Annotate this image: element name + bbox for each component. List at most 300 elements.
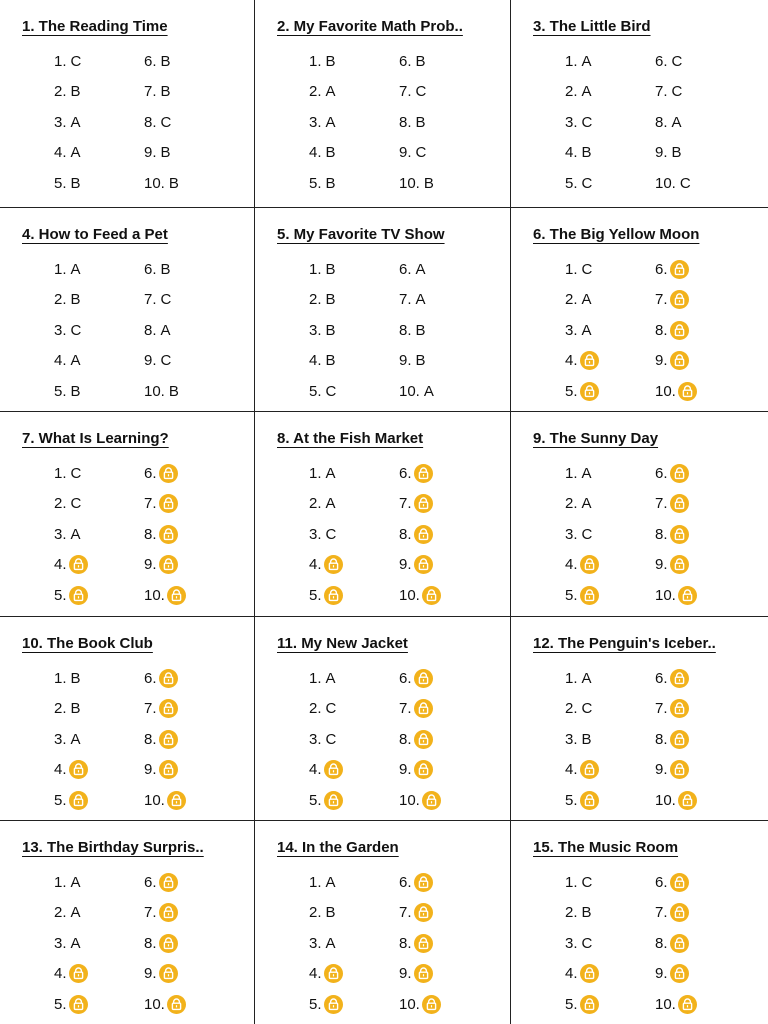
- answer-item[interactable]: [565, 554, 599, 576]
- padlock-icon[interactable]: [678, 791, 697, 810]
- padlock-icon[interactable]: [324, 586, 343, 605]
- question-number: 9.: [655, 556, 668, 573]
- padlock-icon[interactable]: [159, 669, 178, 688]
- quiz-title: 13. The Birthday Surpris..: [22, 839, 204, 856]
- answer-letter: A: [581, 669, 592, 687]
- question-number: 10.: [399, 174, 420, 192]
- answer-item: [399, 258, 426, 280]
- answer-item[interactable]: [655, 728, 689, 750]
- quiz-card: [255, 617, 511, 821]
- padlock-icon[interactable]: [678, 586, 697, 605]
- answer-letter: B: [160, 52, 171, 70]
- answer-letter: A: [325, 669, 336, 687]
- answer-item[interactable]: [144, 698, 178, 720]
- padlock-icon[interactable]: [422, 586, 441, 605]
- question-number: 10.: [655, 586, 676, 604]
- padlock-icon[interactable]: [670, 760, 689, 779]
- question-number: 4.: [54, 965, 67, 982]
- padlock-icon[interactable]: [414, 669, 433, 688]
- padlock-icon[interactable]: [670, 669, 689, 688]
- answer-item[interactable]: [399, 932, 433, 954]
- padlock-icon[interactable]: [324, 555, 343, 574]
- answer-item: [144, 258, 171, 280]
- question-number: 5.: [565, 382, 578, 400]
- padlock-icon[interactable]: [678, 382, 697, 401]
- question-number: 7.: [655, 83, 668, 100]
- padlock-icon[interactable]: [324, 995, 343, 1014]
- answer-letter: A: [581, 495, 592, 512]
- padlock-icon[interactable]: [670, 555, 689, 574]
- padlock-icon[interactable]: [159, 873, 178, 892]
- answer-item[interactable]: [399, 728, 433, 750]
- answer-item[interactable]: [655, 258, 689, 280]
- question-number: 10.: [144, 174, 165, 192]
- question-number: 10.: [144, 586, 165, 604]
- answer-item[interactable]: [655, 902, 689, 924]
- question-number: 10.: [655, 995, 676, 1013]
- quiz-title: 5. My Favorite TV Show: [277, 226, 445, 243]
- answer-letter: A: [70, 113, 81, 131]
- padlock-icon[interactable]: [414, 934, 433, 953]
- answer-item: [309, 350, 336, 372]
- answer-item[interactable]: [399, 871, 433, 893]
- answer-item[interactable]: [399, 493, 433, 515]
- padlock-icon[interactable]: [670, 699, 689, 718]
- padlock-icon[interactable]: [159, 494, 178, 513]
- answer-item: [309, 523, 336, 545]
- quiz-card: [511, 208, 768, 412]
- question-number: 5.: [309, 382, 322, 400]
- question-number: 10.: [399, 382, 420, 400]
- padlock-icon[interactable]: [580, 382, 599, 401]
- answer-item: [54, 50, 81, 72]
- question-number: 6.: [655, 873, 668, 891]
- question-number: 3.: [565, 113, 578, 131]
- padlock-icon[interactable]: [69, 760, 88, 779]
- padlock-icon[interactable]: [69, 586, 88, 605]
- padlock-icon[interactable]: [69, 995, 88, 1014]
- answer-item: [54, 523, 81, 545]
- question-number: 2.: [54, 291, 67, 308]
- answer-item[interactable]: [144, 789, 186, 811]
- question-number: 1.: [565, 873, 578, 891]
- answer-letter: B: [325, 52, 336, 70]
- answer-item: [565, 871, 592, 893]
- answer-item: [565, 667, 592, 689]
- answer-item[interactable]: [144, 932, 178, 954]
- answer-letter: B: [581, 730, 592, 748]
- question-number: 9.: [655, 761, 668, 778]
- padlock-icon[interactable]: [167, 995, 186, 1014]
- answer-item[interactable]: [144, 584, 186, 606]
- question-number: 10.: [144, 791, 165, 809]
- answer-item: [309, 698, 336, 720]
- answer-letter: A: [581, 321, 592, 339]
- answer-item: [565, 142, 592, 164]
- answer-letter: A: [70, 873, 81, 891]
- question-number: 2.: [309, 83, 322, 100]
- answer-item[interactable]: [655, 698, 689, 720]
- answer-item[interactable]: [144, 728, 178, 750]
- padlock-icon[interactable]: [324, 964, 343, 983]
- question-number: 6.: [655, 52, 668, 70]
- answer-item: [54, 350, 81, 372]
- answer-item[interactable]: [399, 698, 433, 720]
- answer-letter: A: [70, 352, 81, 369]
- padlock-icon[interactable]: [69, 964, 88, 983]
- answer-item: [54, 728, 81, 750]
- padlock-icon[interactable]: [580, 791, 599, 810]
- question-number: 6.: [399, 52, 412, 70]
- answer-letter: A: [70, 730, 81, 748]
- padlock-icon[interactable]: [167, 586, 186, 605]
- answer-item[interactable]: [54, 584, 88, 606]
- question-number: 7.: [399, 700, 412, 717]
- quiz-card: [511, 412, 768, 617]
- question-number: 2.: [54, 83, 67, 100]
- answer-letter: B: [160, 260, 171, 278]
- padlock-icon[interactable]: [670, 525, 689, 544]
- answer-item: [655, 50, 682, 72]
- answer-item[interactable]: [54, 963, 88, 985]
- question-number: 9.: [655, 352, 668, 369]
- answer-item[interactable]: [399, 902, 433, 924]
- answer-item[interactable]: [655, 993, 697, 1015]
- question-number: 7.: [655, 904, 668, 921]
- answer-letter: A: [415, 260, 426, 278]
- padlock-icon[interactable]: [670, 494, 689, 513]
- padlock-icon[interactable]: [580, 760, 599, 779]
- padlock-icon[interactable]: [414, 494, 433, 513]
- padlock-icon[interactable]: [414, 555, 433, 574]
- answer-letter: C: [581, 174, 593, 192]
- question-number: 3.: [565, 730, 578, 748]
- answer-letter: A: [325, 83, 336, 100]
- question-number: 2.: [309, 291, 322, 308]
- answer-letter: B: [70, 291, 81, 308]
- padlock-icon[interactable]: [670, 351, 689, 370]
- question-number: 1.: [565, 464, 578, 482]
- question-number: 8.: [399, 730, 412, 748]
- answer-letter: B: [415, 321, 426, 339]
- padlock-icon[interactable]: [670, 321, 689, 340]
- padlock-icon[interactable]: [670, 260, 689, 279]
- answer-item[interactable]: [655, 350, 689, 372]
- padlock-icon[interactable]: [324, 760, 343, 779]
- padlock-icon[interactable]: [414, 730, 433, 749]
- padlock-icon[interactable]: [159, 760, 178, 779]
- quiz-title: 15. The Music Room: [533, 839, 679, 856]
- answer-item: [144, 289, 171, 311]
- answer-item: [655, 81, 682, 103]
- padlock-icon[interactable]: [414, 903, 433, 922]
- answer-item: [565, 81, 592, 103]
- question-number: 5.: [565, 586, 578, 604]
- padlock-icon[interactable]: [159, 934, 178, 953]
- answer-item: [309, 289, 336, 311]
- question-number: 4.: [565, 144, 578, 161]
- answer-item[interactable]: [655, 462, 689, 484]
- padlock-icon[interactable]: [670, 964, 689, 983]
- question-number: 2.: [309, 495, 322, 512]
- padlock-icon[interactable]: [159, 555, 178, 574]
- answer-letter: B: [160, 83, 171, 100]
- padlock-icon[interactable]: [580, 351, 599, 370]
- answer-item[interactable]: [54, 789, 88, 811]
- question-number: 7.: [144, 495, 157, 512]
- question-number: 6.: [144, 873, 157, 891]
- question-number: 1.: [54, 669, 67, 687]
- question-number: 7.: [399, 904, 412, 921]
- question-number: 1.: [565, 260, 578, 278]
- answer-item: [144, 81, 171, 103]
- answer-letter: A: [70, 934, 81, 952]
- answer-item[interactable]: [655, 289, 689, 311]
- answer-item[interactable]: [655, 319, 689, 341]
- answer-item[interactable]: [144, 462, 178, 484]
- answer-letter: A: [70, 525, 81, 543]
- answer-item[interactable]: [399, 584, 441, 606]
- answer-item[interactable]: [565, 350, 599, 372]
- padlock-icon[interactable]: [159, 525, 178, 544]
- question-number: 6.: [399, 873, 412, 891]
- question-number: 2.: [565, 700, 578, 717]
- answer-item[interactable]: [655, 789, 697, 811]
- answer-item[interactable]: [399, 789, 441, 811]
- question-number: 3.: [309, 525, 322, 543]
- answer-item: [565, 493, 592, 515]
- question-number: 10.: [655, 791, 676, 809]
- answer-item[interactable]: [399, 667, 433, 689]
- padlock-icon[interactable]: [159, 903, 178, 922]
- padlock-icon[interactable]: [414, 464, 433, 483]
- padlock-icon[interactable]: [167, 791, 186, 810]
- answer-item[interactable]: [565, 759, 599, 781]
- answer-item[interactable]: [144, 993, 186, 1015]
- padlock-icon[interactable]: [414, 525, 433, 544]
- answer-letter: B: [70, 174, 81, 192]
- answer-item[interactable]: [655, 963, 689, 985]
- answer-item[interactable]: [144, 871, 178, 893]
- answer-letter: C: [415, 144, 427, 161]
- answer-letter: B: [581, 904, 592, 921]
- answer-item[interactable]: [309, 993, 343, 1015]
- padlock-icon[interactable]: [414, 760, 433, 779]
- answer-item[interactable]: [655, 871, 689, 893]
- question-number: 8.: [144, 525, 157, 543]
- answer-item: [655, 142, 682, 164]
- padlock-icon[interactable]: [422, 791, 441, 810]
- question-number: 3.: [309, 934, 322, 952]
- padlock-icon[interactable]: [580, 964, 599, 983]
- answer-item[interactable]: [655, 759, 689, 781]
- answer-item[interactable]: [399, 462, 433, 484]
- answer-item[interactable]: [54, 554, 88, 576]
- question-number: 5.: [309, 174, 322, 192]
- question-number: 3.: [565, 525, 578, 543]
- answer-item: [565, 319, 592, 341]
- answer-item: [399, 319, 426, 341]
- question-number: 3.: [309, 321, 322, 339]
- question-number: 4.: [309, 761, 322, 778]
- padlock-icon[interactable]: [69, 791, 88, 810]
- padlock-icon[interactable]: [678, 995, 697, 1014]
- answer-letter: A: [423, 382, 434, 400]
- answer-item[interactable]: [399, 759, 433, 781]
- padlock-icon[interactable]: [414, 964, 433, 983]
- question-number: 4.: [309, 965, 322, 982]
- answer-letter: A: [581, 83, 592, 100]
- quiz-title: 6. The Big Yellow Moon: [533, 226, 700, 243]
- answer-item: [144, 172, 179, 194]
- question-number: 2.: [54, 904, 67, 921]
- answer-item[interactable]: [144, 963, 178, 985]
- answer-item: [54, 932, 81, 954]
- padlock-icon[interactable]: [324, 791, 343, 810]
- answer-item: [565, 932, 592, 954]
- question-number: 1.: [54, 260, 67, 278]
- answer-item: [309, 667, 336, 689]
- quiz-card: [0, 821, 255, 1024]
- answer-item: [655, 172, 691, 194]
- question-number: 6.: [144, 260, 157, 278]
- answer-item[interactable]: [144, 493, 178, 515]
- answer-item[interactable]: [309, 759, 343, 781]
- quiz-title: 12. The Penguin's Iceber..: [533, 635, 716, 652]
- question-number: 3.: [54, 113, 67, 131]
- answer-letter: C: [581, 934, 593, 952]
- answer-letter: B: [423, 174, 434, 192]
- answer-item: [54, 172, 81, 194]
- answer-letter: C: [325, 700, 337, 717]
- answer-item[interactable]: [309, 584, 343, 606]
- answer-item[interactable]: [144, 667, 178, 689]
- question-number: 5.: [309, 791, 322, 809]
- answer-item[interactable]: [399, 523, 433, 545]
- padlock-icon[interactable]: [580, 586, 599, 605]
- padlock-icon[interactable]: [670, 934, 689, 953]
- answer-letter: C: [581, 260, 593, 278]
- answer-item: [565, 728, 592, 750]
- answer-item: [54, 142, 81, 164]
- question-number: 8.: [655, 113, 668, 131]
- answer-item: [565, 258, 592, 280]
- quiz-title: 3. The Little Bird: [533, 18, 651, 35]
- padlock-icon[interactable]: [580, 995, 599, 1014]
- answer-item[interactable]: [565, 789, 599, 811]
- answer-item: [309, 111, 336, 133]
- answer-item: [144, 350, 171, 372]
- quiz-title: 4. How to Feed a Pet: [22, 226, 168, 243]
- answer-item[interactable]: [655, 523, 689, 545]
- question-number: 3.: [309, 730, 322, 748]
- question-number: 2.: [309, 904, 322, 921]
- question-number: 6.: [144, 52, 157, 70]
- answer-letter: C: [70, 495, 82, 512]
- answer-item: [309, 932, 336, 954]
- padlock-icon[interactable]: [670, 903, 689, 922]
- answer-item[interactable]: [399, 963, 433, 985]
- answer-letter: A: [325, 873, 336, 891]
- padlock-icon[interactable]: [69, 555, 88, 574]
- padlock-icon[interactable]: [422, 995, 441, 1014]
- padlock-icon[interactable]: [580, 555, 599, 574]
- answer-letter: C: [325, 382, 337, 400]
- answer-item[interactable]: [54, 993, 88, 1015]
- answer-item: [309, 81, 336, 103]
- padlock-icon[interactable]: [670, 290, 689, 309]
- question-number: 7.: [399, 495, 412, 512]
- answer-item[interactable]: [655, 493, 689, 515]
- answer-item[interactable]: [144, 554, 178, 576]
- answer-item[interactable]: [54, 759, 88, 781]
- padlock-icon[interactable]: [670, 464, 689, 483]
- answer-item[interactable]: [655, 667, 689, 689]
- question-number: 2.: [565, 495, 578, 512]
- question-number: 3.: [54, 321, 67, 339]
- answer-item: [54, 698, 81, 720]
- answer-item[interactable]: [399, 554, 433, 576]
- padlock-icon[interactable]: [414, 699, 433, 718]
- padlock-icon[interactable]: [159, 964, 178, 983]
- padlock-icon[interactable]: [670, 730, 689, 749]
- answer-letter: B: [168, 174, 179, 192]
- answer-item[interactable]: [309, 963, 343, 985]
- question-number: 8.: [399, 113, 412, 131]
- answer-item[interactable]: [655, 380, 697, 402]
- question-number: 1.: [309, 260, 322, 278]
- answer-item[interactable]: [565, 584, 599, 606]
- answer-item[interactable]: [565, 963, 599, 985]
- question-number: 6.: [144, 464, 157, 482]
- answer-item[interactable]: [655, 932, 689, 954]
- answer-item: [54, 111, 81, 133]
- question-number: 4.: [565, 556, 578, 573]
- padlock-icon[interactable]: [159, 464, 178, 483]
- question-number: 8.: [144, 934, 157, 952]
- question-number: 8.: [655, 934, 668, 952]
- answer-letter: B: [325, 904, 336, 921]
- padlock-icon[interactable]: [414, 873, 433, 892]
- question-number: 1.: [309, 464, 322, 482]
- quiz-title: 8. At the Fish Market: [277, 430, 424, 447]
- answer-letter: C: [70, 321, 82, 339]
- answer-letter: B: [415, 352, 426, 369]
- question-number: 8.: [144, 113, 157, 131]
- answer-item[interactable]: [309, 789, 343, 811]
- answer-item: [565, 289, 592, 311]
- answer-item[interactable]: [565, 993, 599, 1015]
- padlock-icon[interactable]: [159, 699, 178, 718]
- answer-letter: B: [70, 700, 81, 717]
- answer-item[interactable]: [144, 759, 178, 781]
- answer-item[interactable]: [399, 993, 441, 1015]
- padlock-icon[interactable]: [159, 730, 178, 749]
- answer-item[interactable]: [144, 523, 178, 545]
- answer-letter: C: [415, 83, 427, 100]
- answer-item[interactable]: [309, 554, 343, 576]
- question-number: 6.: [655, 669, 668, 687]
- padlock-icon[interactable]: [670, 873, 689, 892]
- answer-item[interactable]: [655, 584, 697, 606]
- answer-item[interactable]: [144, 902, 178, 924]
- answer-item[interactable]: [565, 380, 599, 402]
- question-number: 8.: [655, 321, 668, 339]
- quiz-title: 14. In the Garden: [277, 839, 399, 856]
- answer-item: [655, 111, 682, 133]
- answer-item: [54, 493, 81, 515]
- answer-item[interactable]: [655, 554, 689, 576]
